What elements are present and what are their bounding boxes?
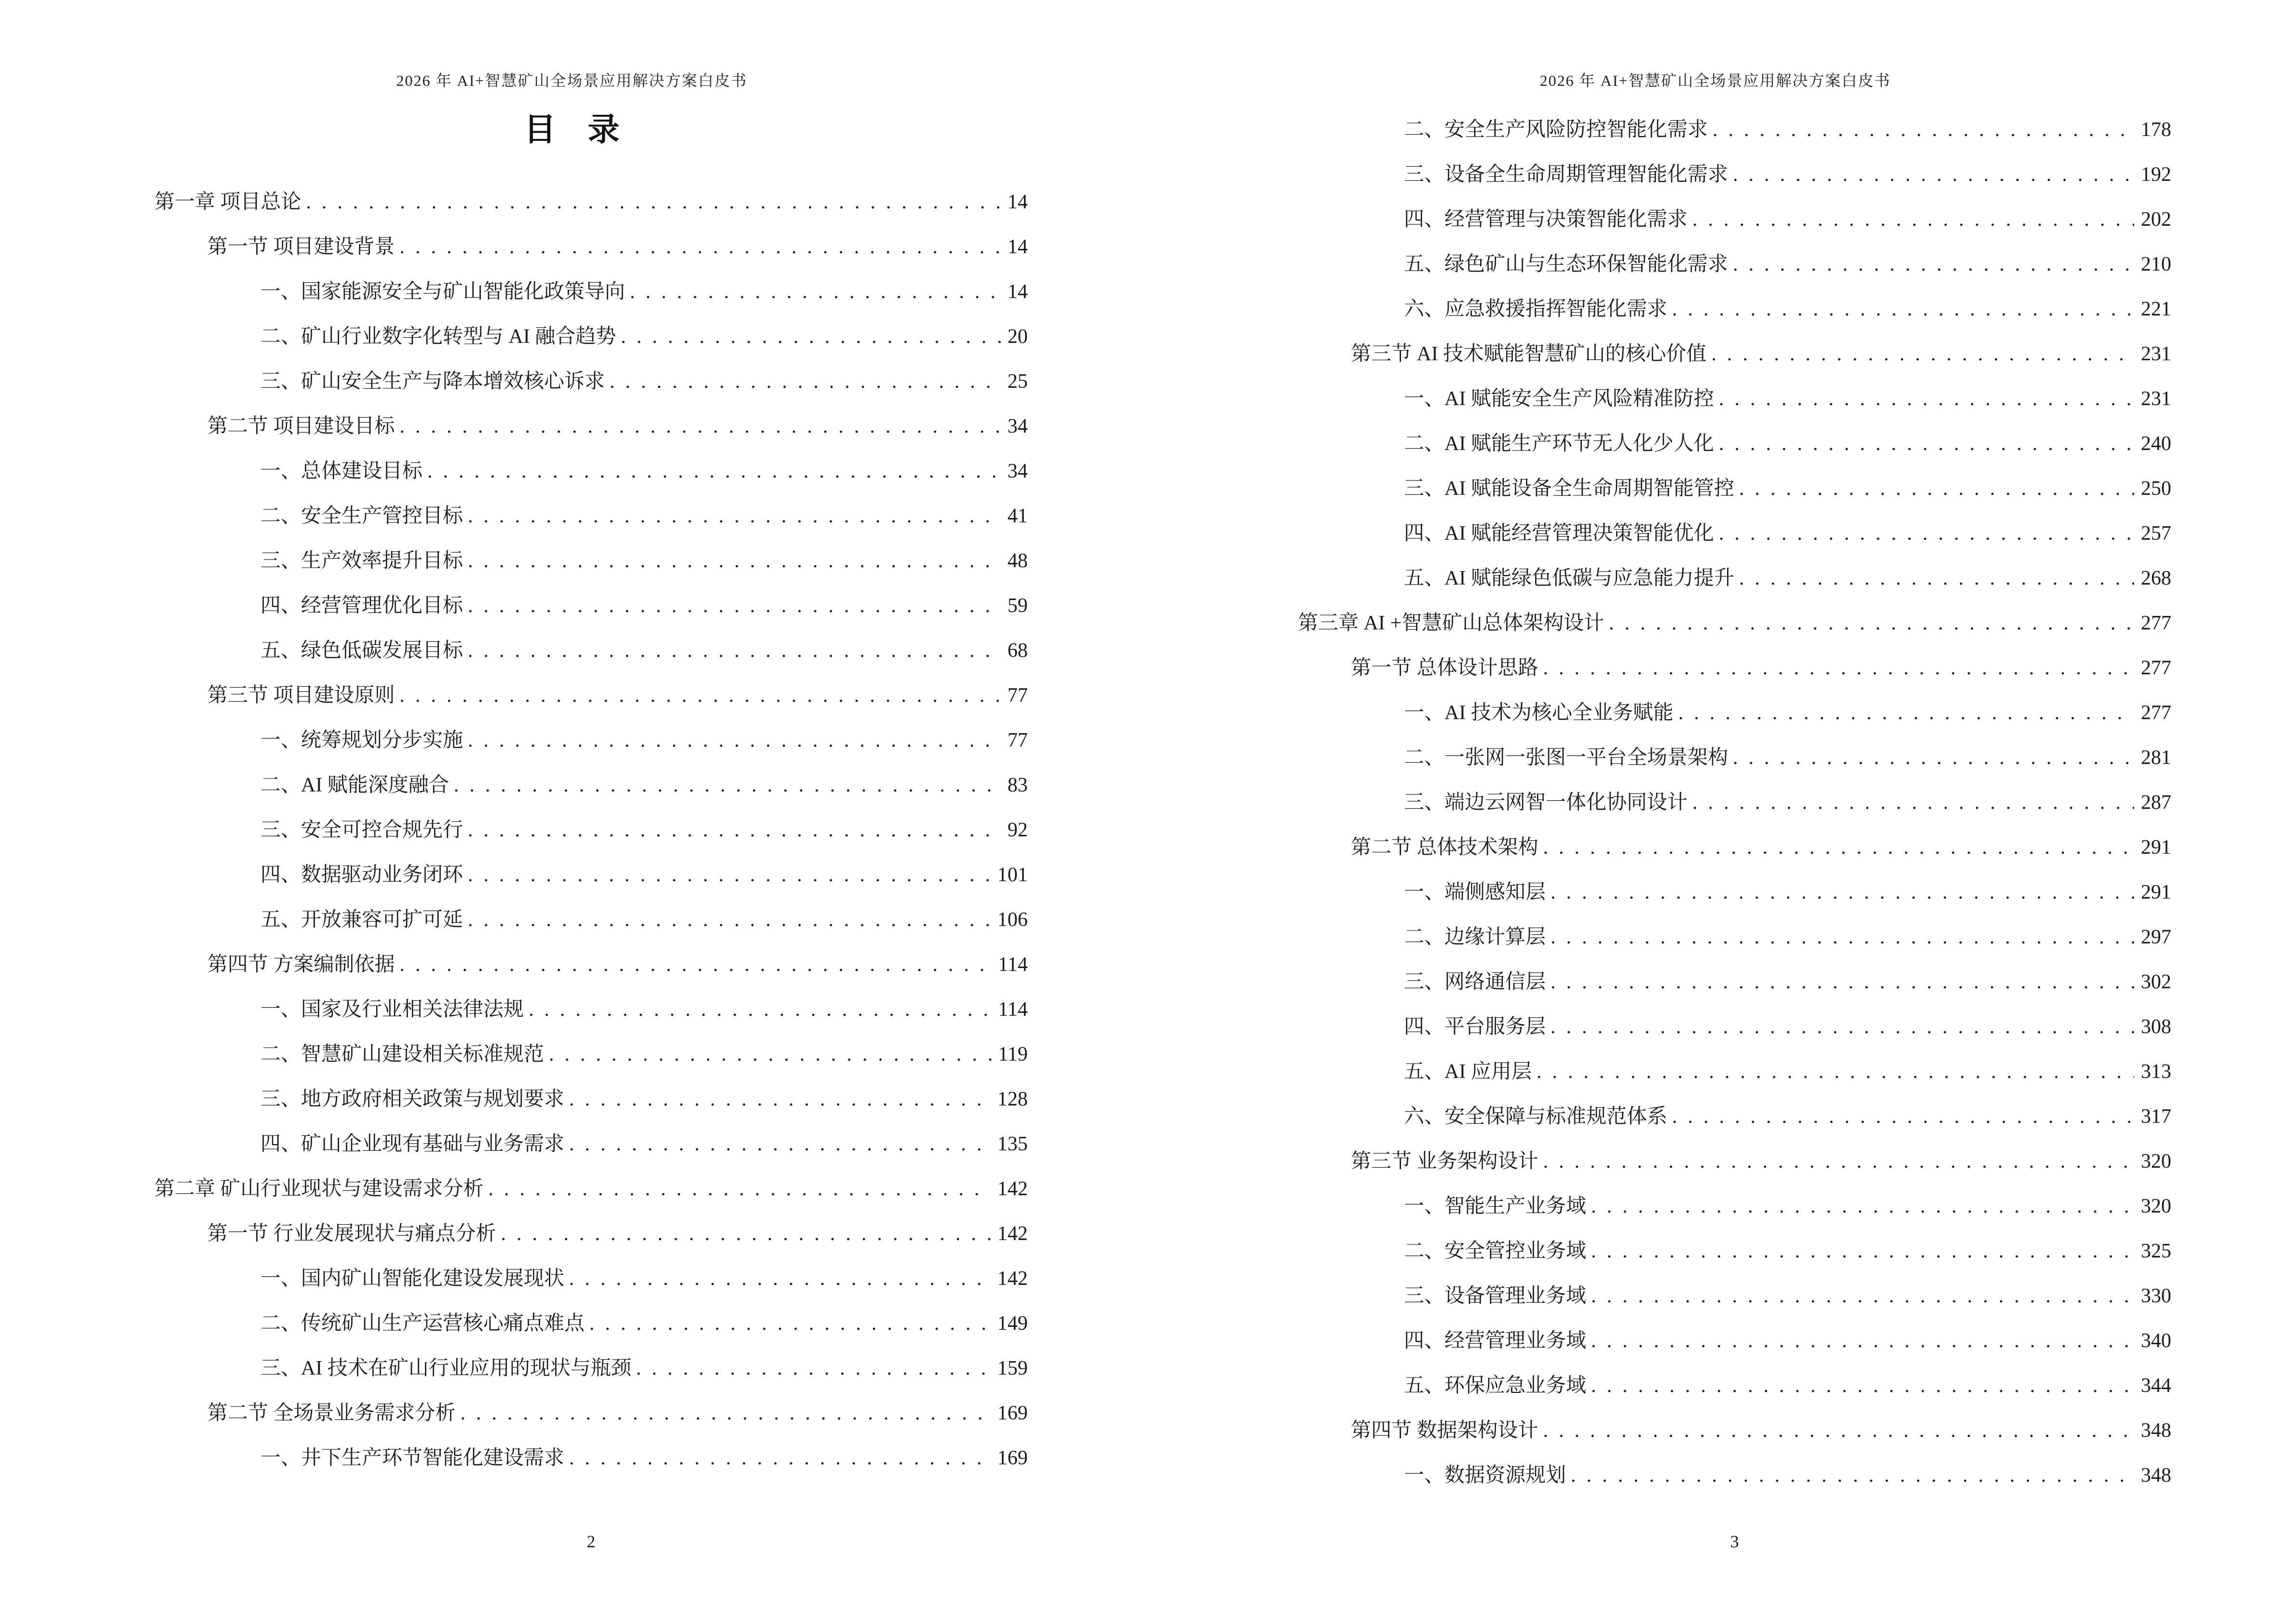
toc-entry-page-number: 291 <box>2141 836 2171 859</box>
toc-entry-label: 第四节 方案编制依据 <box>207 954 395 976</box>
dot-leader <box>461 1391 991 1436</box>
toc-entry-label: 一、国家及行业相关法律法规 <box>260 998 524 1021</box>
toc-entry-page-number: 202 <box>2141 208 2171 231</box>
toc-entry-label: 二、一张网一张图一平台全场景架构 <box>1404 747 1729 769</box>
toc-entry-page-number: 25 <box>1007 370 1028 393</box>
toc-entry-label: 三、地方政府相关政策与规划要求 <box>260 1088 565 1111</box>
toc-entry[interactable] <box>1298 108 2171 152</box>
toc-entry-label: 四、经营管理优化目标 <box>260 595 463 617</box>
toc-entry-page-number: 308 <box>2141 1016 2171 1038</box>
dot-leader <box>636 1346 991 1391</box>
toc-entry[interactable] <box>154 359 1028 404</box>
toc-entry-page-number: 41 <box>1007 505 1028 528</box>
toc-entry-label: 第二节 总体技术架构 <box>1351 836 1538 859</box>
toc-entry-label: 一、端侧感知层 <box>1404 881 1546 904</box>
dot-leader <box>549 1032 992 1077</box>
dot-leader <box>1571 1453 2134 1498</box>
toc-entry-label: 二、AI 赋能深度融合 <box>260 774 449 797</box>
dot-leader <box>1719 377 2134 422</box>
toc-entry-label: 二、安全管控业务域 <box>1404 1240 1587 1263</box>
toc-entry-page-number: 221 <box>2141 298 2171 321</box>
toc-entry-label: 第二节 项目建设目标 <box>207 415 395 438</box>
toc-entry-label: 六、安全保障与标准规范体系 <box>1404 1105 1668 1128</box>
toc-entry[interactable] <box>1298 332 2171 377</box>
toc-entry[interactable] <box>1298 197 2171 242</box>
toc-entry-page-number: 348 <box>2141 1464 2171 1487</box>
toc-entry[interactable] <box>1298 1050 2171 1094</box>
toc-entry[interactable] <box>154 180 1028 225</box>
toc-entry-label: 二、安全生产管控目标 <box>260 505 463 528</box>
running-header: 2026 年 AI+智慧矿山全场景应用解决方案白皮书 <box>396 72 748 89</box>
toc-entry[interactable] <box>154 1212 1028 1256</box>
toc-entry-page-number: 344 <box>2141 1375 2171 1397</box>
toc-entry[interactable] <box>154 449 1028 494</box>
dot-leader <box>468 898 991 942</box>
toc-entry[interactable] <box>1298 1005 2171 1050</box>
toc-entry[interactable] <box>1298 780 2171 825</box>
toc-entry-label: 五、开放兼容可扩可延 <box>260 909 463 931</box>
toc-entry-page-number: 297 <box>2141 926 2171 949</box>
dot-leader <box>400 673 1001 718</box>
toc-entry[interactable] <box>1298 736 2171 780</box>
toc-entry[interactable] <box>1298 1364 2171 1408</box>
toc-entry-label: 二、矿山行业数字化转型与 AI 融合趋势 <box>260 326 616 348</box>
toc-entry[interactable] <box>1298 825 2171 870</box>
toc-entry-label: 一、总体建设目标 <box>260 460 423 483</box>
toc-entry[interactable] <box>154 1122 1028 1167</box>
dot-leader <box>569 1077 991 1122</box>
dot-leader <box>468 494 1001 539</box>
toc-entry-label: 四、数据驱动业务闭环 <box>260 864 463 887</box>
toc-entry-label: 一、统筹规划分步实施 <box>260 729 463 752</box>
dot-leader <box>1719 422 2134 466</box>
toc-entry-page-number: 142 <box>997 1178 1028 1201</box>
toc-entry-page-number: 114 <box>998 998 1028 1021</box>
toc-entry-label: 一、井下生产环节智能化建设需求 <box>260 1447 565 1470</box>
toc-entry[interactable] <box>154 1301 1028 1346</box>
toc-entry-page-number: 142 <box>997 1268 1028 1290</box>
toc-entry[interactable] <box>154 584 1028 628</box>
dot-leader <box>400 404 1001 449</box>
toc-entry-page-number: 149 <box>997 1312 1028 1335</box>
toc-entry-page-number: 277 <box>2141 657 2171 680</box>
toc-entry-label: 二、安全生产风险防控智能化需求 <box>1404 119 1708 141</box>
toc-entry-label: 第二节 全场景业务需求分析 <box>207 1402 456 1425</box>
toc-entry-page-number: 142 <box>997 1223 1028 1245</box>
toc-entry-label: 四、经营管理业务域 <box>1404 1330 1587 1352</box>
toc-entry[interactable] <box>1298 152 2171 197</box>
toc-entry-label: 六、应急救援指挥智能化需求 <box>1404 298 1668 321</box>
toc-entry-label: 一、智能生产业务域 <box>1404 1195 1587 1218</box>
toc-entry-page-number: 277 <box>2141 612 2171 635</box>
toc-entry[interactable] <box>1298 915 2171 960</box>
toc-entry[interactable] <box>1298 1319 2171 1364</box>
toc-entry-label: 三、AI 赋能设备全生命周期智能管控 <box>1404 478 1734 500</box>
toc-entry[interactable] <box>154 1256 1028 1301</box>
toc-entry-page-number: 287 <box>2141 792 2171 814</box>
dot-leader <box>1672 287 2134 332</box>
dot-leader <box>1543 1408 2134 1453</box>
toc-entry[interactable] <box>154 808 1028 853</box>
dot-leader <box>468 853 991 898</box>
toc-entry[interactable] <box>154 314 1028 359</box>
toc-entry-page-number: 119 <box>998 1043 1028 1066</box>
toc-entry-page-number: 250 <box>2141 478 2171 500</box>
toc-entry-page-number: 169 <box>997 1402 1028 1425</box>
toc-entry[interactable] <box>1298 1453 2171 1498</box>
dot-leader <box>1551 870 2134 915</box>
toc-entry-label: 三、矿山安全生产与降本增效核心诉求 <box>260 370 605 393</box>
toc-entry-page-number: 101 <box>997 864 1028 887</box>
toc-entry-label: 四、平台服务层 <box>1404 1016 1546 1038</box>
toc-entry-page-number: 231 <box>2141 343 2171 366</box>
dot-leader <box>468 584 1001 628</box>
toc-entry[interactable] <box>154 404 1028 449</box>
dot-leader <box>569 1256 991 1301</box>
dot-leader <box>1543 646 2134 691</box>
dot-leader <box>1672 1094 2134 1139</box>
toc-entry-page-number: 48 <box>1007 550 1028 573</box>
dot-leader <box>1591 1364 2134 1408</box>
toc-entry[interactable] <box>154 763 1028 808</box>
toc-entry-label: 三、设备管理业务域 <box>1404 1285 1587 1308</box>
toc-entry[interactable] <box>154 1167 1028 1212</box>
toc-entry-label: 三、网络通信层 <box>1404 971 1546 994</box>
toc-entry[interactable] <box>154 718 1028 763</box>
toc-entry-label: 第一节 总体设计思路 <box>1351 657 1538 680</box>
toc-entry-page-number: 240 <box>2141 433 2171 455</box>
toc-entry[interactable] <box>1298 466 2171 511</box>
toc-entry-label: 第三章 AI +智慧矿山总体架构设计 <box>1298 612 1605 635</box>
toc-entry-label: 第三节 业务架构设计 <box>1351 1150 1538 1173</box>
page-number-left: 2 <box>586 1532 596 1551</box>
toc-entry-page-number: 281 <box>2141 747 2171 769</box>
toc-entry-page-number: 34 <box>1007 415 1028 438</box>
toc-entry-label: 五、AI 赋能绿色低碳与应急能力提升 <box>1404 567 1734 590</box>
dot-leader <box>1543 825 2134 870</box>
toc-entry-page-number: 159 <box>997 1357 1028 1380</box>
dot-leader <box>468 718 1001 763</box>
dot-leader <box>1733 736 2134 780</box>
dot-leader <box>427 449 1001 494</box>
toc-entry-page-number: 210 <box>2141 253 2171 276</box>
dot-leader <box>1591 1184 2134 1229</box>
dot-leader <box>1692 780 2134 825</box>
toc-entry-label: 四、经营管理与决策智能化需求 <box>1404 208 1688 231</box>
dot-leader <box>1537 1050 2134 1094</box>
toc-entry-page-number: 277 <box>2141 702 2171 724</box>
dot-leader <box>1551 915 2134 960</box>
toc-entry[interactable] <box>1298 691 2171 736</box>
toc-entry-label: 四、AI 赋能经营管理决策智能优化 <box>1404 522 1714 545</box>
toc-entry-page-number: 169 <box>997 1447 1028 1470</box>
toc-entry-page-number: 77 <box>1007 684 1028 707</box>
toc-entry[interactable] <box>1298 1139 2171 1184</box>
page-number-right: 3 <box>1730 1532 1739 1551</box>
toc-entry[interactable] <box>1298 377 2171 422</box>
toc-entry-label: 第四节 数据架构设计 <box>1351 1419 1538 1442</box>
toc-entry-page-number: 20 <box>1007 326 1028 348</box>
dot-leader <box>1591 1319 2134 1364</box>
dot-leader <box>1711 332 2134 377</box>
toc-entry[interactable] <box>154 853 1028 898</box>
dot-leader <box>529 987 992 1032</box>
toc-entry[interactable] <box>154 942 1028 987</box>
toc-entry-page-number: 114 <box>998 954 1028 976</box>
toc-entry-page-number: 192 <box>2141 164 2171 186</box>
dot-leader <box>400 942 992 987</box>
dot-leader <box>1739 466 2134 511</box>
toc-entry-label: 三、设备全生命周期管理智能化需求 <box>1404 164 1729 186</box>
toc-entry-page-number: 325 <box>2141 1240 2171 1263</box>
toc-entry[interactable] <box>154 1391 1028 1436</box>
toc-page-right <box>1144 0 2287 1624</box>
toc-entry[interactable] <box>1298 1274 2171 1319</box>
toc-entry[interactable] <box>1298 422 2171 466</box>
dot-leader <box>501 1212 991 1256</box>
dot-leader <box>1733 242 2134 287</box>
toc-entry[interactable] <box>1298 242 2171 287</box>
toc-entry[interactable] <box>154 1077 1028 1122</box>
toc-entry[interactable] <box>154 898 1028 942</box>
toc-entry-label: 一、数据资源规划 <box>1404 1464 1566 1487</box>
toc-entry-label: 第一节 行业发展现状与痛点分析 <box>207 1223 496 1245</box>
toc-entry-label: 第三节 项目建设原则 <box>207 684 395 707</box>
toc-entry[interactable] <box>154 987 1028 1032</box>
toc-entry[interactable] <box>154 494 1028 539</box>
toc-entry[interactable] <box>1298 1094 2171 1139</box>
dot-leader <box>589 1301 991 1346</box>
dot-leader <box>569 1122 991 1167</box>
dot-leader <box>1678 691 2134 736</box>
toc-entry-page-number: 320 <box>2141 1150 2171 1173</box>
toc-entry-page-number: 317 <box>2141 1105 2171 1128</box>
toc-entry-page-number: 68 <box>1007 640 1028 662</box>
toc-entry[interactable] <box>1298 870 2171 915</box>
toc-entry-page-number: 14 <box>1007 281 1028 303</box>
dot-leader <box>569 1436 991 1481</box>
toc-entry-label: 五、绿色矿山与生态环保智能化需求 <box>1404 253 1729 276</box>
toc-entry-page-number: 106 <box>997 909 1028 931</box>
toc-entry[interactable] <box>154 539 1028 584</box>
dot-leader <box>1591 1274 2134 1319</box>
toc-entry-page-number: 348 <box>2141 1419 2171 1442</box>
toc-entry-label: 一、国内矿山智能化建设发展现状 <box>260 1268 565 1290</box>
dot-leader <box>621 314 1001 359</box>
toc-entry-label: 第一节 项目建设背景 <box>207 236 395 259</box>
toc-entry-label: 二、传统矿山生产运营核心痛点难点 <box>260 1312 585 1335</box>
toc-entry[interactable] <box>1298 287 2171 332</box>
toc-entry-page-number: 313 <box>2141 1061 2171 1083</box>
toc-entry-label: 第二章 矿山行业现状与建设需求分析 <box>154 1178 484 1201</box>
toc-entry-page-number: 14 <box>1007 236 1028 259</box>
toc-entry-page-number: 178 <box>2141 119 2171 141</box>
toc-entry-page-number: 92 <box>1007 819 1028 842</box>
toc-entry[interactable] <box>1298 1408 2171 1453</box>
dot-leader <box>1733 152 2134 197</box>
dot-leader <box>1719 511 2134 556</box>
toc-entry-label: 五、绿色低碳发展目标 <box>260 640 463 662</box>
dot-leader <box>1543 1139 2134 1184</box>
toc-title: 目 录 <box>524 112 620 148</box>
toc-entry-label: 一、国家能源安全与矿山智能化政策导向 <box>260 281 626 303</box>
toc-entry[interactable] <box>154 673 1028 718</box>
toc-list-right <box>1144 108 2287 1498</box>
dot-leader <box>1551 960 2134 1005</box>
dot-leader <box>306 180 1001 225</box>
toc-entry-page-number: 340 <box>2141 1330 2171 1352</box>
toc-entry-label: 一、AI 赋能安全生产风险精准防控 <box>1404 388 1714 410</box>
dot-leader <box>1713 108 2134 152</box>
toc-entry[interactable] <box>1298 511 2171 556</box>
toc-entry-page-number: 257 <box>2141 522 2171 545</box>
dot-leader <box>489 1167 991 1212</box>
toc-entry-label: 三、安全可控合规先行 <box>260 819 463 842</box>
toc-entry[interactable] <box>1298 646 2171 691</box>
toc-entry[interactable] <box>1298 1229 2171 1274</box>
toc-entry-label: 四、矿山企业现有基础与业务需求 <box>260 1133 565 1156</box>
dot-leader <box>468 808 1001 853</box>
toc-entry-label: 第三节 AI 技术赋能智慧矿山的核心价值 <box>1351 343 1707 366</box>
toc-entry-label: 二、智慧矿山建设相关标准规范 <box>260 1043 545 1066</box>
toc-entry-page-number: 231 <box>2141 388 2171 410</box>
toc-entry-page-number: 14 <box>1007 191 1028 214</box>
dot-leader <box>468 628 1001 673</box>
dot-leader <box>468 539 1001 584</box>
toc-entry-label: 二、边缘计算层 <box>1404 926 1546 949</box>
toc-entry[interactable] <box>154 1032 1028 1077</box>
toc-entry-label: 二、AI 赋能生产环节无人化少人化 <box>1404 433 1714 455</box>
toc-entry-page-number: 330 <box>2141 1285 2171 1308</box>
toc-entry-page-number: 77 <box>1007 729 1028 752</box>
toc-entry[interactable] <box>154 1436 1028 1481</box>
running-header: 2026 年 AI+智慧矿山全场景应用解决方案白皮书 <box>1539 72 1891 89</box>
dot-leader <box>1692 197 2134 242</box>
dot-leader <box>630 270 1001 314</box>
toc-entry[interactable] <box>154 628 1028 673</box>
toc-entry-label: 一、AI 技术为核心全业务赋能 <box>1404 702 1674 724</box>
toc-entry-label: 三、端边云网智一体化协同设计 <box>1404 792 1688 814</box>
dot-leader <box>1591 1229 2134 1274</box>
dot-leader <box>1551 1005 2134 1050</box>
dot-leader <box>1739 556 2134 601</box>
toc-entry-page-number: 291 <box>2141 881 2171 904</box>
toc-entry-page-number: 268 <box>2141 567 2171 590</box>
toc-entry-label: 三、AI 技术在矿山行业应用的现状与瓶颈 <box>260 1357 631 1380</box>
toc-entry[interactable] <box>1298 601 2171 646</box>
toc-entry-page-number: 135 <box>997 1133 1028 1156</box>
dot-leader <box>1609 601 2134 646</box>
toc-entry-page-number: 128 <box>997 1088 1028 1111</box>
toc-entry-label: 三、生产效率提升目标 <box>260 550 463 573</box>
toc-entry[interactable] <box>1298 1184 2171 1229</box>
toc-entry-page-number: 34 <box>1007 460 1028 483</box>
toc-entry-label: 第一章 项目总论 <box>154 191 301 214</box>
toc-entry[interactable] <box>154 270 1028 314</box>
toc-entry-page-number: 302 <box>2141 971 2171 994</box>
dot-leader <box>610 359 1001 404</box>
toc-entry-label: 五、环保应急业务域 <box>1404 1375 1587 1397</box>
toc-list-left <box>0 180 1144 1481</box>
toc-entry-page-number: 83 <box>1007 774 1028 797</box>
toc-entry[interactable] <box>1298 556 2171 601</box>
toc-entry[interactable] <box>154 1346 1028 1391</box>
dot-leader <box>454 763 1001 808</box>
dot-leader <box>400 225 1001 270</box>
toc-entry-label: 五、AI 应用层 <box>1404 1061 1532 1083</box>
toc-entry[interactable] <box>154 225 1028 270</box>
toc-entry-page-number: 320 <box>2141 1195 2171 1218</box>
toc-entry-page-number: 59 <box>1007 595 1028 617</box>
toc-entry[interactable] <box>1298 960 2171 1005</box>
